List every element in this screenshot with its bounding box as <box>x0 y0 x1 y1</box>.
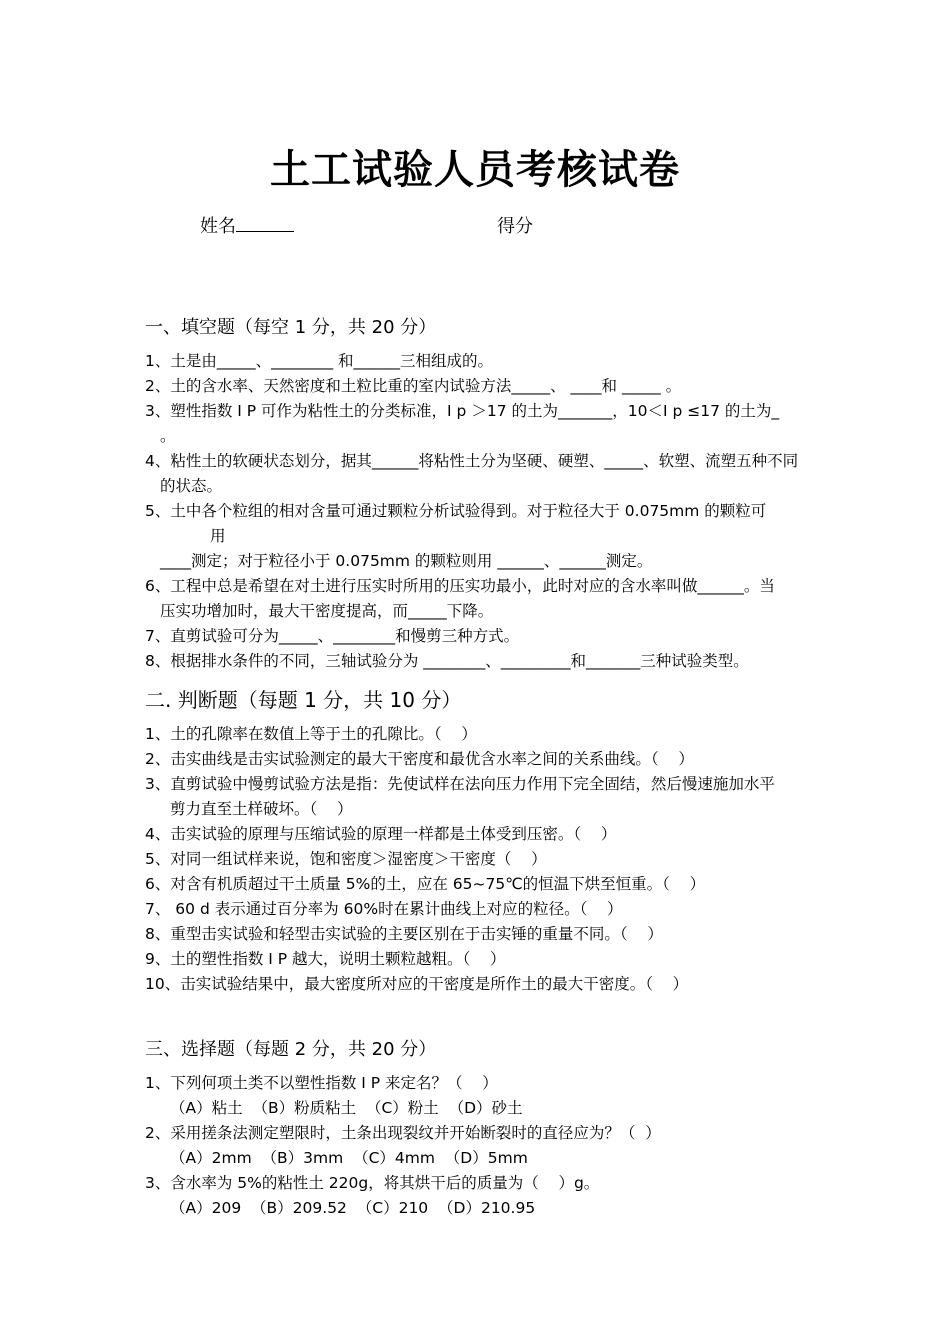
choice-question-3-options: （A）209 （B）209.52 （C）210 （D）210.95 <box>170 1199 536 1217</box>
fill-question-5-cont-b: ____测定；对于粒径小于 0.075mm 的颗粒则用 ______、______测定。 <box>160 552 653 570</box>
fill-question-4: 4、粘性土的软硬状态划分，据其______将粘性土分为坚硬、硬塑、_____、软塑、流塑五种不同 <box>145 452 799 470</box>
choice-question-2: 2、采用搓条法测定塑限时，土条出现裂纹并开始断裂时的直径应为？（ ） <box>145 1124 661 1142</box>
page-title: 土工试验人员考核试卷 <box>270 147 680 193</box>
choice-question-2-options: （A）2mm （B）3mm （C）4mm （D）5mm <box>170 1149 528 1167</box>
judge-question-7: 7、 60 d 表示通过百分率为 60%时在累计曲线上对应的粒径。（ ） <box>145 900 623 918</box>
section2-heading: 二. 判断题（每题 1 分，共 10 分） <box>145 688 462 712</box>
choice-question-3: 3、含水率为 5%的粘性土 220g，将其烘干后的质量为（ ）g。 <box>145 1174 600 1192</box>
fill-question-5: 5、土中各个粒组的相对含量可通过颗粒分析试验得到。对于粒径大于 0.075mm 的颗粒可 <box>145 502 767 520</box>
name-blank <box>236 217 294 232</box>
judge-question-4: 4、击实试验的原理与压缩试验的原理一样都是土体受到压密。（ ） <box>145 825 617 843</box>
fill-question-3: 3、塑性指数 I P 可作为粘性土的分类标准，I p ＞17 的土为_______，10＜I p ≤17 的土为_ <box>145 402 780 420</box>
judge-question-2: 2、击实曲线是击实试验测定的最大干密度和最优含水率之间的关系曲线。（ ） <box>145 750 694 768</box>
score-field <box>497 212 533 238</box>
fill-question-7: 7、直剪试验可分为_____、________和慢剪三种方式。 <box>145 627 520 645</box>
fill-question-6-cont: 压实功增加时，最大干密度提高，而_____下降。 <box>160 602 494 620</box>
judge-question-3-cont: 剪力直至土样破坏。（ ） <box>170 800 353 818</box>
section1-heading: 一、填空题（每空 1 分，共 20 分） <box>145 317 437 338</box>
fill-question-3-cont: 。 <box>160 427 176 445</box>
section3-heading: 三、选择题（每题 2 分，共 20 分） <box>145 1039 437 1060</box>
name-field <box>200 212 294 238</box>
judge-question-1: 1、土的孔隙率在数值上等于土的孔隙比。（ ） <box>145 725 477 743</box>
judge-question-8: 8、重型击实试验和轻型击实试验的主要区别在于击实锤的重量不同。（ ） <box>145 925 663 943</box>
judge-question-6: 6、对含有机质超过干土质量 5%的土，应在 65~75℃的恒温下烘至恒重。（ ） <box>145 875 706 893</box>
fill-question-6: 6、工程中总是希望在对土进行压实时所用的压实功最小，此时对应的含水率叫做______。当 <box>145 577 775 595</box>
judge-question-3: 3、直剪试验中慢剪试验方法是指：先使试样在法向压力作用下完全固结，然后慢速施加水平 <box>145 775 775 793</box>
name-label: 姓名 <box>200 216 236 237</box>
fill-question-8: 8、根据排水条件的不同，三轴试验分为 ________、_________和_______三种试验类型。 <box>145 652 749 670</box>
fill-question-5-cont-a: 用 <box>210 527 226 545</box>
judge-question-5: 5、对同一组试样来说，饱和密度＞湿密度＞干密度（ ） <box>145 850 547 868</box>
fill-question-2: 2、土的含水率、天然密度和土粒比重的室内试验方法_____、 ____和 _____ 。 <box>145 377 682 395</box>
score-label: 得分 <box>497 216 533 237</box>
choice-question-1-options: （A）粘土 （B）粉质粘土 （C）粉土 （D）砂土 <box>170 1099 523 1117</box>
fill-question-1: 1、土是由_____、________ 和______三相组成的。 <box>145 352 494 370</box>
judge-question-9: 9、土的塑性指数 I P 越大，说明土颗粒越粗。（ ） <box>145 950 506 968</box>
judge-question-10: 10、击实试验结果中，最大密度所对应的干密度是所作土的最大干密度。（ ） <box>145 975 689 993</box>
choice-question-1: 1、下列何项土类不以塑性指数 I P 来定名？（ ） <box>145 1074 498 1092</box>
fill-question-4-cont: 的状态。 <box>160 477 223 495</box>
